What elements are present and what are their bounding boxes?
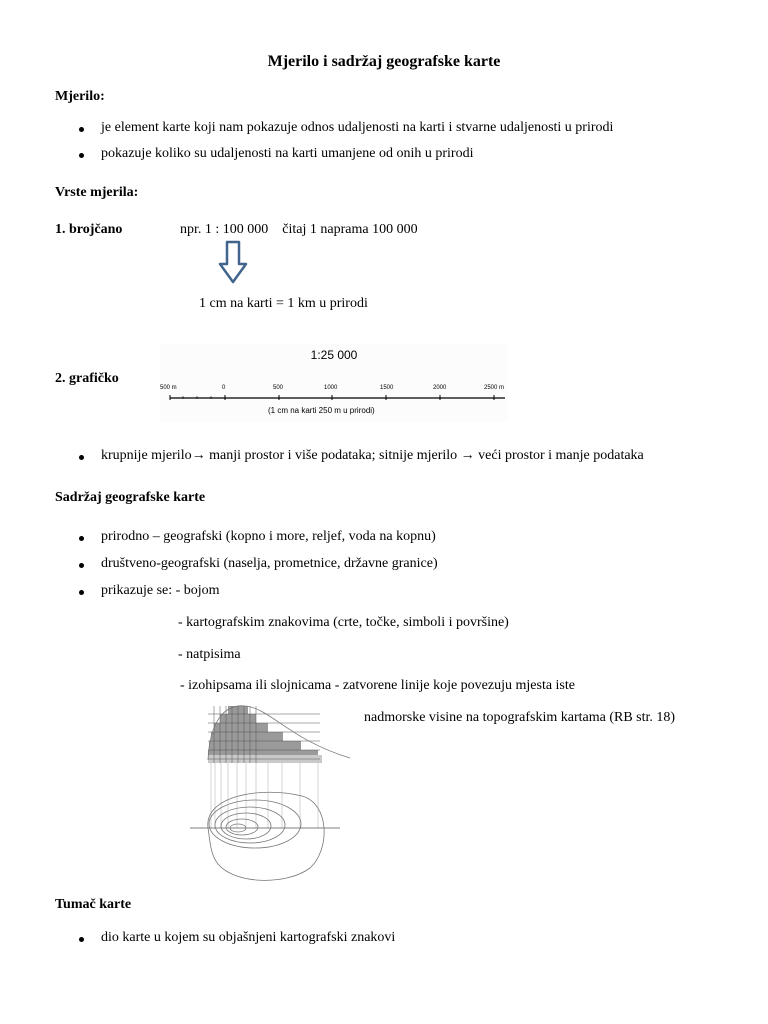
mjerilo-heading: Mjerilo: [55, 89, 105, 104]
sadrzaj-bullet-1: prirodno – geografski (kopno i more, reljef, voda na kopnu) [101, 529, 436, 544]
graficko-label: 2. grafičko [55, 371, 119, 386]
tumac-heading: Tumač karte [55, 897, 132, 912]
scale-tick-label: 2000 [433, 385, 447, 391]
sadrzaj-bullet-2: društveno-geografski (naselja, prometnice, državne granice) [101, 556, 438, 571]
down-arrow-icon [218, 240, 248, 285]
scale-tick-label: 500 [273, 385, 284, 391]
sub-item-natpisi: - natpisima [178, 647, 241, 662]
bullet-dot [79, 536, 84, 541]
scale-tick-label: 1500 [380, 385, 394, 391]
bullet-dot [79, 563, 84, 568]
sadrzaj-heading: Sadržaj geografske karte [55, 490, 206, 505]
page-title: Mjerilo i sadržaj geografske karte [267, 53, 501, 70]
contour-lines-illustration [190, 700, 360, 885]
mjerilo-bullet-1: je element karte koji nam pokazuje odnos udaljenosti na karti i stvarne udaljenosti u prirodi [101, 120, 614, 135]
mjerilo-compare-bullet: krupnije mjerilo→ manji prostor i više podataka; sitnije mjerilo → veći prostor i manje podataka [101, 448, 644, 463]
brojcano-example: npr. 1 : 100 000 čitaj 1 naprama 100 000 [180, 222, 418, 237]
bullet-dot [79, 455, 84, 460]
scale-bar [160, 392, 508, 404]
bullet-dot [79, 153, 84, 158]
bullet-dot [79, 937, 84, 942]
brojcano-label: 1. brojčano [55, 222, 123, 237]
vrste-heading: Vrste mjerila: [55, 185, 139, 200]
izohipse-continuation: nadmorske visine na topografskim kartama (RB str. 18) [364, 710, 676, 725]
bullet-dot [79, 127, 84, 132]
scale-caption: (1 cm na karti 250 m u prirodi) [268, 406, 375, 415]
scale-tick-label: 500 m [160, 385, 177, 391]
sub-item-izohipse: - izohipsama ili slojnicama - zatvorene linije koje povezuju mjesta iste [180, 678, 575, 693]
brojcano-result: 1 cm na karti = 1 km u prirodi [199, 296, 368, 311]
graphic-scale-figure [160, 344, 508, 422]
mjerilo-bullet-2: pokazuje koliko su udaljenosti na karti umanjene od onih u prirodi [101, 146, 474, 161]
bullet-dot [79, 590, 84, 595]
sadrzaj-bullet-3: prikazuje se: - bojom [101, 583, 220, 598]
scale-title: 1:25 000 [310, 348, 358, 362]
sub-item-znakovi: - kartografskim znakovima (crte, točke, simboli i površine) [178, 615, 509, 630]
tumac-bullet-1: dio karte u kojem su objašnjeni kartografski znakovi [101, 930, 396, 945]
scale-tick-label: 1000 [324, 385, 338, 391]
scale-tick-label: 0 [222, 385, 226, 391]
scale-tick-label: 2500 m [484, 385, 505, 391]
